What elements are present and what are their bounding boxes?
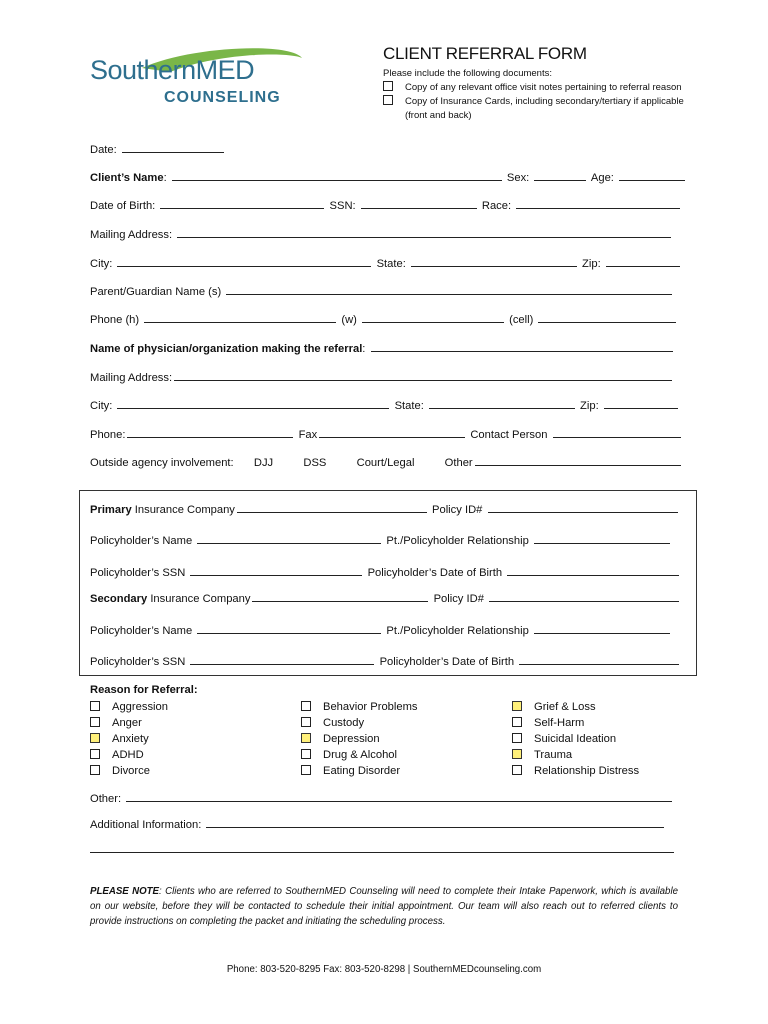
note-text: : Clients who are referred to SouthernMED Counseling will need to complete their Intake Paperwork, which is available on our website, before they will be contacted to schedule their initial appointment. Our team will also reach out to referred clients to provide instructions on completing the packet and initiating the scheduling process. [90,886,678,927]
reason-label: Aggression [112,701,168,713]
agency-other-label: Other [444,457,473,469]
ssn-label: SSN: [329,200,356,212]
reason-label: Drug & Alcohol [323,749,398,761]
form-title: CLIENT REFERRAL FORM [383,44,587,63]
guardian-label: Parent/Guardian Name (s) [90,286,222,298]
logo-subtitle: COUNSELING [164,89,281,106]
mailing2-field[interactable] [174,369,672,381]
reason-item [512,732,616,747]
mailing-row [90,226,673,242]
primary-policy-label: Policy ID# [432,504,483,516]
mailing2-label: Mailing Address: [90,372,173,384]
physician-field[interactable] [371,340,673,352]
agency-court[interactable]: Court/Legal [356,457,415,469]
reason-label: Suicidal Ideation [534,733,617,745]
doc1-label: Copy of any relevant office visit notes pertaining to referral reason [405,82,682,93]
logo-name: SouthernMED [90,55,255,85]
doc2-checkbox[interactable] [383,95,393,105]
primary-ins-label: Insurance Company [134,504,235,516]
date-row [90,141,226,157]
reason-checkbox[interactable] [90,717,100,727]
reason-item [512,700,596,715]
reason-label: Custody [323,717,365,729]
sex-field[interactable] [534,169,586,181]
date-field[interactable] [122,141,224,153]
mailing-label: Mailing Address: [90,229,173,241]
secondary-holder-label: Policyholder’s Name [90,625,193,637]
reason-checkbox[interactable] [301,733,311,743]
reason-item [90,732,149,747]
primary-ssn-label: Policyholder’s SSN [90,567,186,579]
zip2-label: Zip: [580,400,599,412]
agency-other-field[interactable] [475,454,681,466]
state2-label: State: [394,400,424,412]
phone-row [90,311,678,327]
phone-h-field[interactable] [144,311,336,323]
secondary-rel-label: Pt./Policyholder Relationship [386,625,529,637]
reason-checkbox[interactable] [301,717,311,727]
age-field[interactable] [619,169,685,181]
reason-label: Eating Disorder [323,765,401,777]
reason-item [512,764,639,779]
physician-row: Name of physician/organization making the referral: [90,340,675,356]
age-label: Age: [590,172,614,184]
fax-label: Fax [298,429,318,441]
phone-cell-field[interactable] [538,311,676,323]
reason-checkbox[interactable] [512,701,522,711]
city2-row [90,397,680,413]
reason-item [301,732,380,747]
footer-contact: Phone: 803-520-8295 Fax: 803-520-8298 | SouthernMEDcounseling.com [226,964,542,975]
phone-cell-label: (cell) [509,314,534,326]
city-label: City: [90,258,113,270]
secondary-ins-row [90,590,681,606]
primary-ssn-row [90,564,681,580]
reason-checkbox[interactable] [301,701,311,711]
secondary-policy-label: Policy ID# [433,593,484,605]
city-row [90,255,682,271]
ssn-field[interactable] [361,197,477,209]
date-label: Date: [90,144,117,156]
reason-label: Grief & Loss [534,701,596,713]
phone-h-label: Phone (h) [90,314,140,326]
primary-ins-row [90,501,680,517]
reason-checkbox[interactable] [512,765,522,775]
additional-field[interactable] [206,816,664,828]
mailing2-row [90,369,674,385]
secondary-ins-field[interactable] [252,590,428,602]
reason-item [301,764,400,779]
phone2-label: Phone: [90,429,126,441]
reason-label: Anxiety [112,733,149,745]
zip2-field[interactable] [604,397,678,409]
additional-label: Additional Information: [90,819,202,831]
zip-label: Zip: [582,258,601,270]
other-label: Other: [90,793,122,805]
reason-item [90,764,150,779]
primary-label: Primary [90,504,132,516]
doc-item-2 [383,96,684,107]
state-field[interactable] [411,255,577,267]
city2-label: City: [90,400,113,412]
agency-row [90,454,683,470]
reason-item [512,748,572,763]
primary-dob-label: Policyholder’s Date of Birth [367,567,503,579]
doc-instructions: Please include the following documents: [383,68,552,79]
dob-label: Date of Birth: [90,200,156,212]
doc2-label: Copy of Insurance Cards, including secondary/tertiary if applicable [405,96,684,107]
sex-label: Sex: [506,172,530,184]
secondary-rel-field[interactable] [534,622,670,634]
fax-field[interactable] [319,426,465,438]
doc-item-1 [383,82,682,93]
dob-field[interactable] [160,197,324,209]
agency-dss[interactable]: DSS [303,457,327,469]
reason-checkbox[interactable] [512,733,522,743]
agency-label: Outside agency involvement: [90,457,234,469]
reason-label: Divorce [112,765,150,777]
reason-checkbox[interactable] [512,749,522,759]
reason-checkbox[interactable] [90,701,100,711]
reason-heading: Reason for Referral: [90,684,198,696]
guardian-field[interactable] [226,283,672,295]
reason-checkbox[interactable] [90,765,100,775]
reason-label: Trauma [534,749,573,761]
city2-field[interactable] [117,397,389,409]
other-field[interactable] [126,790,672,802]
insurance-box [79,490,697,676]
reason-item [512,716,584,731]
primary-rel-label: Pt./Policyholder Relationship [386,535,529,547]
agency-djj[interactable]: DJJ [253,457,274,469]
reason-checkbox[interactable] [90,733,100,743]
city-field[interactable] [117,255,371,267]
reason-checkbox[interactable] [301,765,311,775]
reason-item [301,700,418,715]
reason-item [90,716,142,731]
reason-item [301,748,397,763]
primary-holder-label: Policyholder’s Name [90,535,193,547]
reason-item [90,700,168,715]
secondary-label: Secondary [90,593,148,605]
race-field[interactable] [516,197,680,209]
additional-field-line2[interactable] [90,852,674,853]
secondary-ins-label: Insurance Company [150,593,251,605]
primary-rel-field[interactable] [534,532,670,544]
client-name-field[interactable] [172,169,502,181]
reason-item [90,748,144,763]
reason-label: Depression [323,733,380,745]
doc1-checkbox[interactable] [383,81,393,91]
please-note [90,884,678,929]
phone2-field[interactable] [127,426,293,438]
race-label: Race: [481,200,512,212]
reason-checkbox[interactable] [301,749,311,759]
contact-person-label: Contact Person [470,429,548,441]
phone-w-label: (w) [341,314,357,326]
zip-field[interactable] [606,255,680,267]
reason-label: Self-Harm [534,717,585,729]
reason-label: Behavior Problems [323,701,418,713]
contact-person-field[interactable] [553,426,681,438]
reason-label: ADHD [112,749,144,761]
reason-checkbox[interactable] [512,717,522,727]
phone-w-field[interactable] [362,311,504,323]
secondary-holder-row [90,622,672,638]
reason-label: Relationship Distress [534,765,640,777]
physician-label: Name of physician/organization making the referral [90,343,363,355]
primary-holder-row [90,532,672,548]
other-row [90,790,674,806]
secondary-holder-field[interactable] [197,622,381,634]
reason-label: Anger [112,717,142,729]
state-label: State: [376,258,406,270]
secondary-ssn-field[interactable] [190,653,374,665]
client-name-label: Client’s Name [90,172,164,184]
secondary-policy-field[interactable] [489,590,679,602]
state2-field[interactable] [429,397,575,409]
primary-policy-field[interactable] [488,501,678,513]
primary-ssn-field[interactable] [190,564,362,576]
client-name-row: Client’s Name: Sex: Age: [90,169,687,185]
note-lead: PLEASE NOTE [90,886,160,897]
dob-row [90,197,682,213]
primary-ins-field[interactable] [237,501,427,513]
primary-dob-field[interactable] [507,564,679,576]
doc2-continued: (front and back) [405,110,472,121]
secondary-ssn-label: Policyholder’s SSN [90,656,186,668]
secondary-dob-field[interactable] [519,653,679,665]
secondary-ssn-row [90,653,681,669]
reason-item [301,716,364,731]
additional-row [90,816,666,832]
mailing-field[interactable] [177,226,671,238]
primary-holder-field[interactable] [197,532,381,544]
phone2-row [90,426,683,442]
secondary-dob-label: Policyholder’s Date of Birth [379,656,515,668]
guardian-row [90,283,674,299]
reason-checkbox[interactable] [90,749,100,759]
